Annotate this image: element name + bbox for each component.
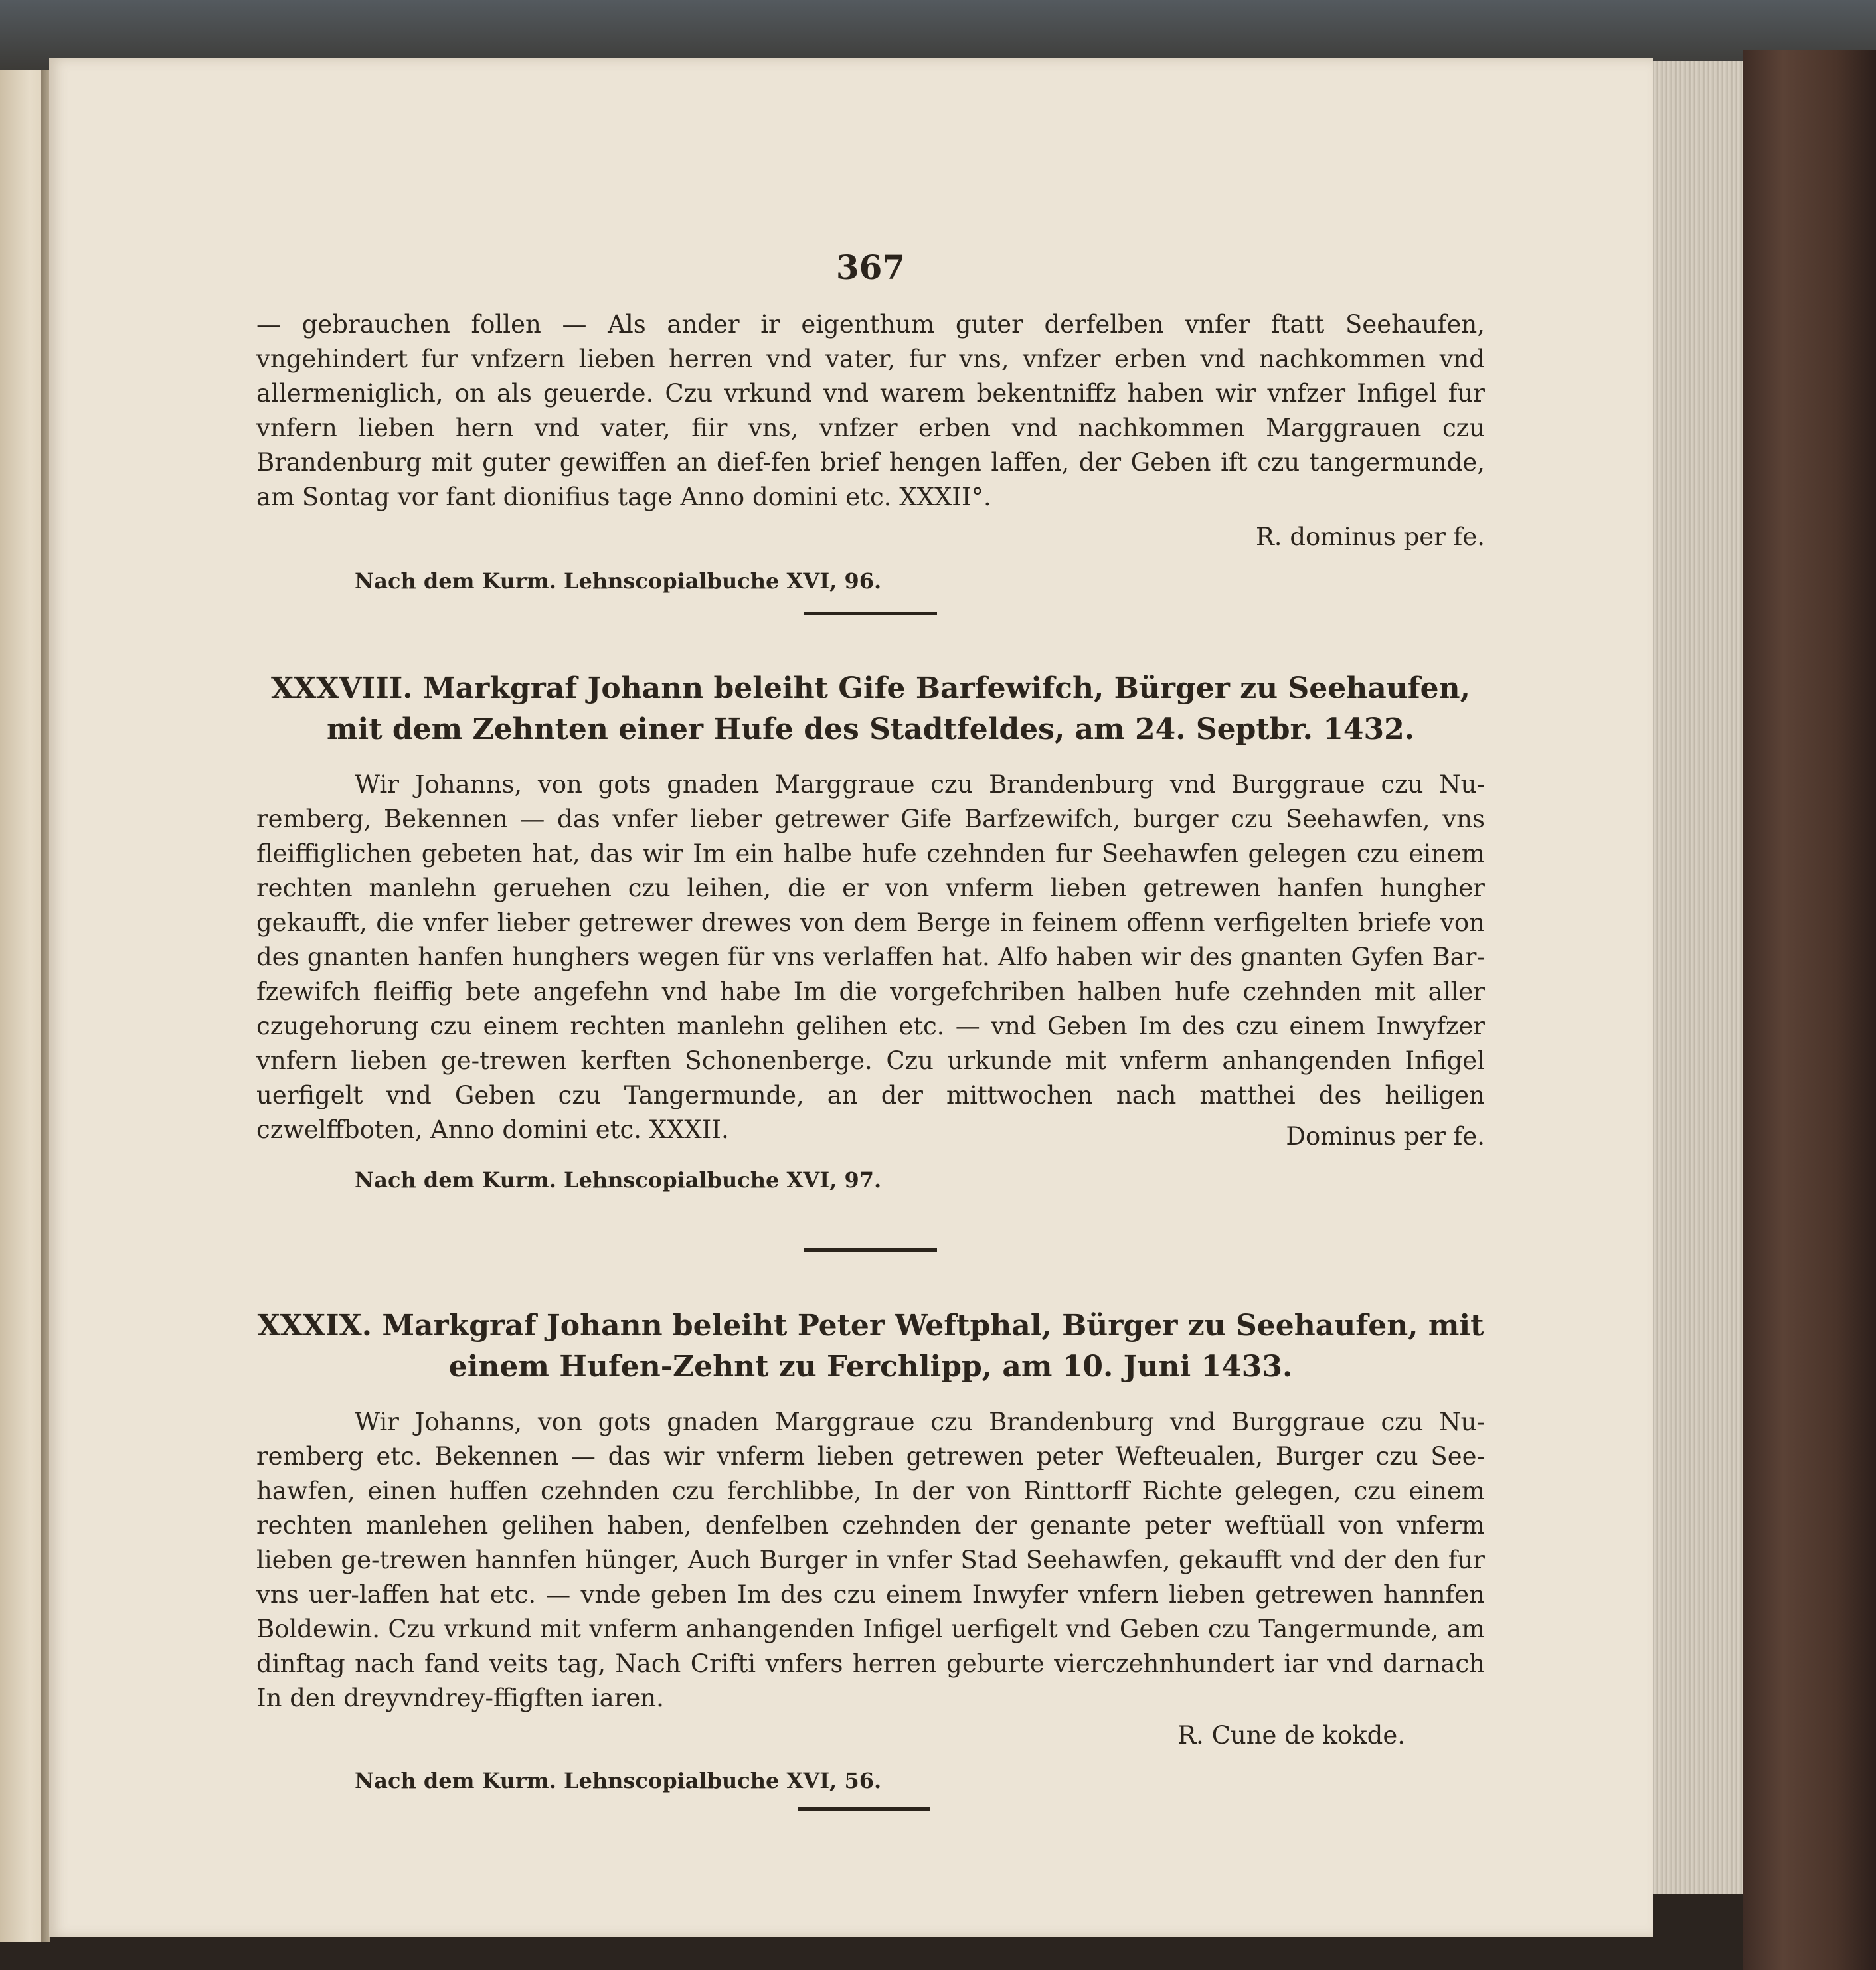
book-binding: [1743, 50, 1876, 1970]
section-signature-xxxviii: Dominus per fe.: [1286, 1122, 1485, 1151]
section-divider: [804, 1248, 937, 1252]
continuation-source-note: Nach dem Kurm. Lehnscopialbuche XVI, 96.: [355, 568, 882, 594]
page-number: 367: [835, 248, 906, 287]
section-heading-xxxviii: XXXVIII. Markgraf Johann beleiht Gife Barfewifch, Bürger zu Seehaufen, mit dem Zehnten einer Hufe des Stadtfeldes, am 24. Septbr. 1432.: [271, 671, 1470, 746]
section-body-xxxix: Wir Johanns, von gots gnaden Marggraue czu Brandenburg vnd Burggraue czu Nu-remberg etc. Bekennen — das wir vnferm lieben getrewen peter Wefteualen, Burger czu See-hawfen, einen huffen czehnden czu ferchlibbe, In der von Rinttorff Richte gelegen, czu einem rechten manlehen gelihen haben, denfelben czehnden der genante peter weftüall von vnferm lieben ge-trewen hannfen hünger, Auch Burger in vnfer Stad Seehawfen, gekaufft vnd der den fur vns uer-laffen hat etc. — vnde geben Im des czu einem Inwyfer vnfern lieben getrewen hannfen Boldewin. Czu vrkund mit vnferm anhangenden Infigel uerfigelt vnd Geben czu Tangermunde, am dinftag nach fand veits tag, Nach Crifti vnfers herren geburte vierczehnhundert iar vnd darnach In den dreyvndrey-ffigften iaren.: [256, 1408, 1485, 1712]
section-signature-xxxix: R. Cune de kokde.: [1177, 1721, 1405, 1750]
section-source-note-xxxix: Nach dem Kurm. Lehnscopialbuche XVI, 56.: [355, 1768, 882, 1793]
section-body-xxxviii: Wir Johanns, von gots gnaden Marggraue czu Brandenburg vnd Burggraue czu Nu-remberg, Bekennen — das vnfer lieber getrewer Gife Barfzewifch, burger czu Seehawfen, vns fleiffiglichen gebeten hat, das wir Im ein halbe hufe czehnden fur Seehawfen gelegen czu einem rechten manlehn geruehen czu leihen, die er von vnferm lieben getrewen hanfen hungher gekaufft, die vnfer lieber getrewer drewes von dem Berge in feinem offenn verfigelten briefe von des gnanten hanfen hunghers wegen für vns verlaffen hat. Alfo haben wir des gnanten Gyfen Bar-fzewifch fleiffig bete angefehn vnd habe Im die vorgefchriben halben hufe czehnden mit aller czugehorung czu einem rechten manlehn gelihen etc. — vnd Geben Im des czu einem Inwyfzer vnfern lieben ge-trewen kerften Schonenberge. Czu urkunde mit vnferm anhangenden Infigel uerfigelt vnd Geben czu Tangermunde, an der mittwochen nach matthei des heiligen czwelffboten, Anno domini etc. XXXII.: [256, 770, 1485, 1144]
continuation-paragraph: — gebrauchen follen — Als ander ir eigenthum guter derfelben vnfer ftatt Seehaufen, vngehindert fur vnfzern lieben herren vnd vater, fur vns, vnfzer erben vnd nachkommen vnd allermeniglich, on als geuerde. Czu vrkund vnd warem bekentniffz haben wir vnfzer Infigel fur vnfern lieben hern vnd vater, fiir vns, vnfzer erben vnd nachkommen Marggrauen czu Brandenburg mit guter gewiffen an dief-fen brief hengen laffen, der Geben ift czu tangermunde, am Sontag vor fant dionifius tage Anno domini etc. XXXII°.: [256, 310, 1485, 511]
page-stack-edge: [1640, 61, 1743, 1894]
section-heading-xxxix: XXXIX. Markgraf Johann beleiht Peter Weftphal, Bürger zu Seehaufen, mit einem Hufen-Zehnt zu Ferchlipp, am 10. Juni 1433.: [257, 1309, 1484, 1384]
section-divider: [804, 612, 937, 615]
book-page: [49, 58, 1653, 1937]
section-source-note-xxxviii: Nach dem Kurm. Lehnscopialbuche XVI, 97.: [355, 1167, 882, 1192]
continuation-signature: R. dominus per fe.: [1255, 523, 1485, 551]
section-divider: [798, 1807, 930, 1811]
